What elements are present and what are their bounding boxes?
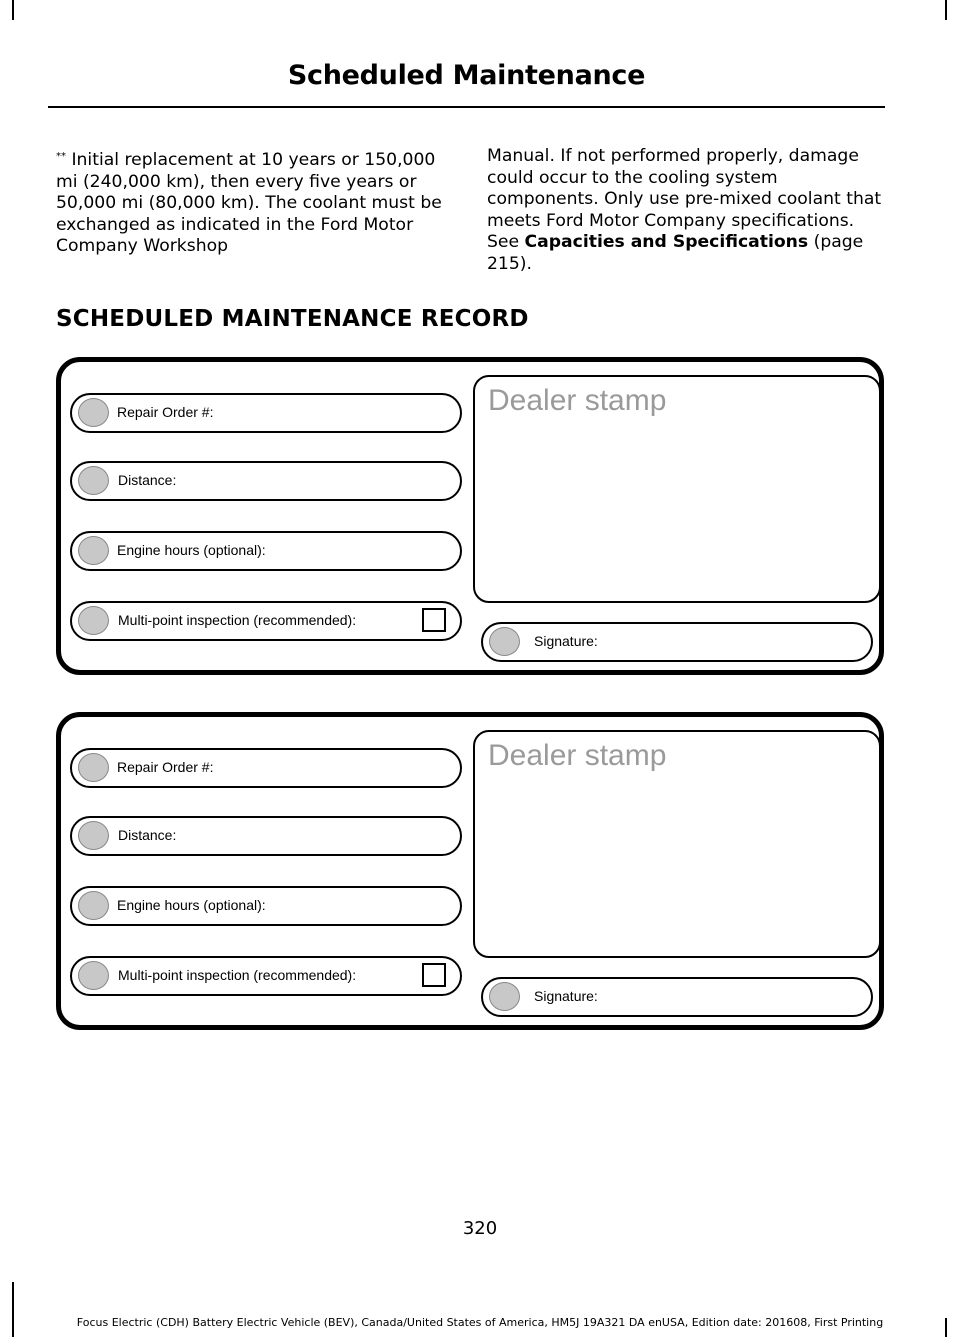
capacities-specifications-link[interactable]: Capacities and Specifications [524, 232, 809, 253]
bullet-circle-icon [78, 961, 109, 990]
engine-hours-field[interactable] [70, 886, 462, 926]
section-heading: SCHEDULED MAINTENANCE RECORD [56, 306, 529, 332]
repair-order-field[interactable] [70, 748, 462, 788]
repair-order-label: Repair Order #: [117, 759, 214, 775]
bullet-circle-icon [78, 891, 109, 920]
signature-label: Signature: [534, 633, 598, 649]
body-text-right-column [487, 146, 885, 276]
bullet-circle-icon [78, 606, 109, 635]
crop-mark-top-left [12, 0, 14, 20]
maintenance-record-card [56, 712, 884, 1030]
maintenance-record-card [56, 357, 884, 675]
bullet-circle-icon [78, 398, 109, 427]
dealer-stamp-label: Dealer stamp [488, 739, 667, 772]
distance-field[interactable] [70, 816, 462, 856]
footnote-continuation: Manual. If not performed properly, damage could occur to the cooling system components. Only use pre-mixed coolant that meets Ford Motor Company specifications. See [487, 146, 882, 253]
page-title: Scheduled Maintenance [287, 60, 646, 91]
bullet-circle-icon [78, 466, 109, 495]
repair-order-label: Repair Order #: [117, 404, 214, 420]
bullet-circle-icon [78, 536, 109, 565]
distance-label: Distance: [118, 472, 177, 488]
dealer-stamp-box[interactable] [473, 730, 881, 958]
multi-point-inspection-field[interactable] [70, 956, 462, 996]
multi-point-inspection-label: Multi-point inspection (recommended): [118, 967, 357, 983]
multi-point-inspection-label: Multi-point inspection (recommended): [118, 612, 357, 628]
signature-field[interactable] [481, 977, 873, 1017]
bullet-circle-icon [489, 627, 520, 656]
bullet-circle-icon [78, 753, 109, 782]
body-text-left-column [56, 146, 451, 258]
footer-text: Focus Electric (CDH) Battery Electric Vehicle (BEV), Canada/United States of America, HM5J 19A321 DA enUSA, Edition date: 201608, First Printing [76, 1316, 884, 1329]
bullet-circle-icon [78, 821, 109, 850]
inspection-checkbox[interactable] [422, 963, 446, 987]
title-divider [48, 106, 885, 108]
dealer-stamp-box[interactable] [473, 375, 881, 603]
engine-hours-label: Engine hours (optional): [117, 897, 266, 913]
signature-label: Signature: [534, 988, 598, 1004]
repair-order-field[interactable] [70, 393, 462, 433]
inspection-checkbox[interactable] [422, 608, 446, 632]
signature-field[interactable] [481, 622, 873, 662]
bullet-circle-icon [489, 982, 520, 1011]
dealer-stamp-label: Dealer stamp [488, 384, 667, 417]
engine-hours-field[interactable] [70, 531, 462, 571]
page-reference: (page 215). [487, 232, 864, 274]
footnote-marker: ** [56, 151, 66, 162]
page-number: 320 [462, 1218, 498, 1239]
distance-field[interactable] [70, 461, 462, 501]
engine-hours-label: Engine hours (optional): [117, 542, 266, 558]
footnote-text: Initial replacement at 10 years or 150,000 mi (240,000 km), then every five years or 50,000 mi (80,000 km). The coolant must be exchanged as indicated in the Ford Motor Company Workshop [56, 150, 442, 257]
crop-mark-top-right [945, 0, 947, 20]
distance-label: Distance: [118, 827, 177, 843]
multi-point-inspection-field[interactable] [70, 601, 462, 641]
